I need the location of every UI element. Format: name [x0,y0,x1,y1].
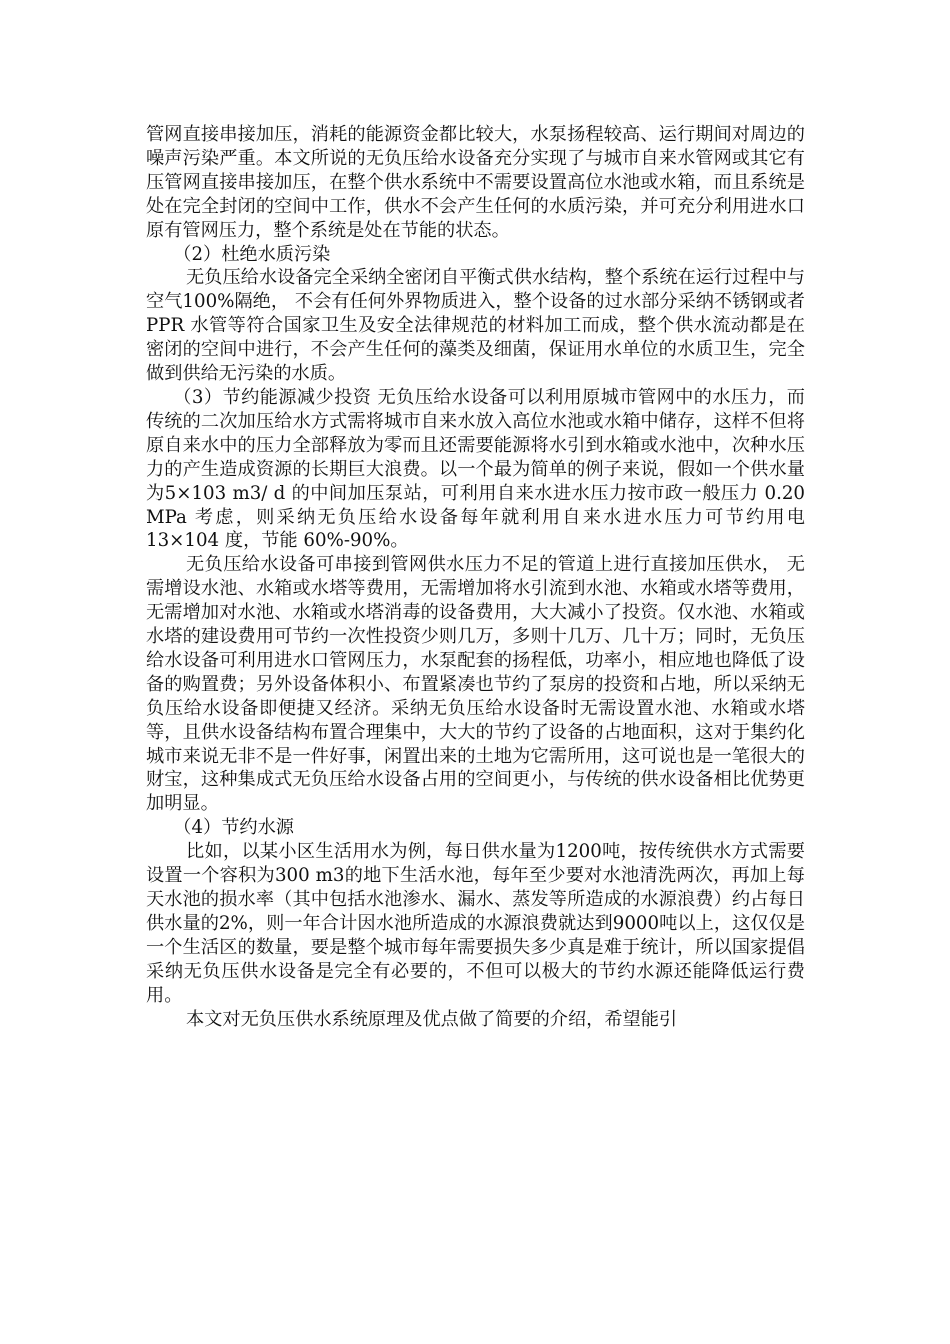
document-page [146,123,805,1031]
section-heading-4: （4）节约水源 [173,817,294,839]
paragraph-water-saving: 比如，以某小区生活用水为例，每日供水量为1200吨，按传统供水方式需要设置一个容积为300 m3的地下生活水池，每年至少要对水池清洗两次，再加上每天水池的损水率（其中包括水池渗水、漏水、蒸发等所造成的水源浪费）约占每日供水量的2%，则一年合计因水池所造成的水源浪费就达到9000吨以上，这仅仅是一个生活区的数量，要是整个城市每年需要损失多少真是难于统计，所以国家提倡采纳无负压供水设备是完全有必要的，不但可以极大的节约水源还能降低运行费用。 [146,841,805,1006]
paragraph-conclusion: 本文对无负压供水系统原理及优点做了简要的介绍，希望能引 [186,1008,678,1030]
section-heading-2: （2）杜绝水质污染 [173,243,331,265]
paragraph-intro: 管网直接串接加压，消耗的能源资金都比较大，水泵扬程较高、运行期间对周边的噪声污染严重。本文所说的无负压给水设备充分实现了与城市自来水管网或其它有压管网直接串接加压，在整个供水系统中不需要设置高位水池或水箱，而且系统是处在完全封闭的空间中工作，供水不会产生任何的水质污染，并可充分利用进水口原有管网压力，整个系统是处在节能的状态。 [146,124,805,241]
paragraph-investment: 无负压给水设备可串接到管网供水压力不足的管道上进行直接加压供水， 无需增设水池、水箱或水塔等费用，无需增加将水引流到水池、水箱或水塔等费用，无需增加对水池、水箱或水塔消毒的设备费用，大大减小了投资。仅水池、水箱或水塔的建设费用可节约一次性投资少则几万，多则十几万、几十万；同时，无负压给水设备可利用进水口管网压力，水泵配套的扬程低，功率小，相应地也降低了设备的购置费；另外设备体积小、布置紧凑也节约了泵房的投资和占地，所以采纳无负压给水设备即便捷又经济。采纳无负压给水设备时无需设置水池、水箱或水塔等，且供水设备结构布置合理集中，大大的节约了设备的占地面积，这对于集约化城市来说无非不是一件好事，闲置出来的土地为它需所用，这可说也是一笔很大的财宝，这种集成式无负压给水设备占用的空间更小，与传统的供水设备相比优势更加明显。 [146,554,805,815]
paragraph-water-quality: 无负压给水设备完全采纳全密闭自平衡式供水结构，整个系统在运行过程中与空气100%隔绝， 不会有任何外界物质进入，整个设备的过水部分采纳不锈钢或者 PPR 水管等符合国家卫生及安全法律规范的材料加工而成，整个供水流动都是在密闭的空间中进行，不会产生任何的藻类及细菌，保证用水单位的水质卫生，完全做到供给无污染的水质。 [146,267,805,385]
section-heading-3: （3）节约能源减少投资 无负压给水设备可以利用原城市管网中的水压力，而传统的二次加压给水方式需将城市自来水放入高位水池或水箱中储存，这样不但将原自来水中的压力全部释放为零而且还需要能源将水引到水箱或水池中，次种水压力的产生造成资源的长期巨大浪费。以一个最为简单的例子来说，假如一个供水量为5×103 m3/ d 的中间加压泵站，可利用自来水进水压力按市政一般压力 0.20 MPa 考虑，则采纳无负压给水设备每年就利用自来水进水压力可节约用电 13×104 度，节能 60%-90%。 [146,386,805,552]
